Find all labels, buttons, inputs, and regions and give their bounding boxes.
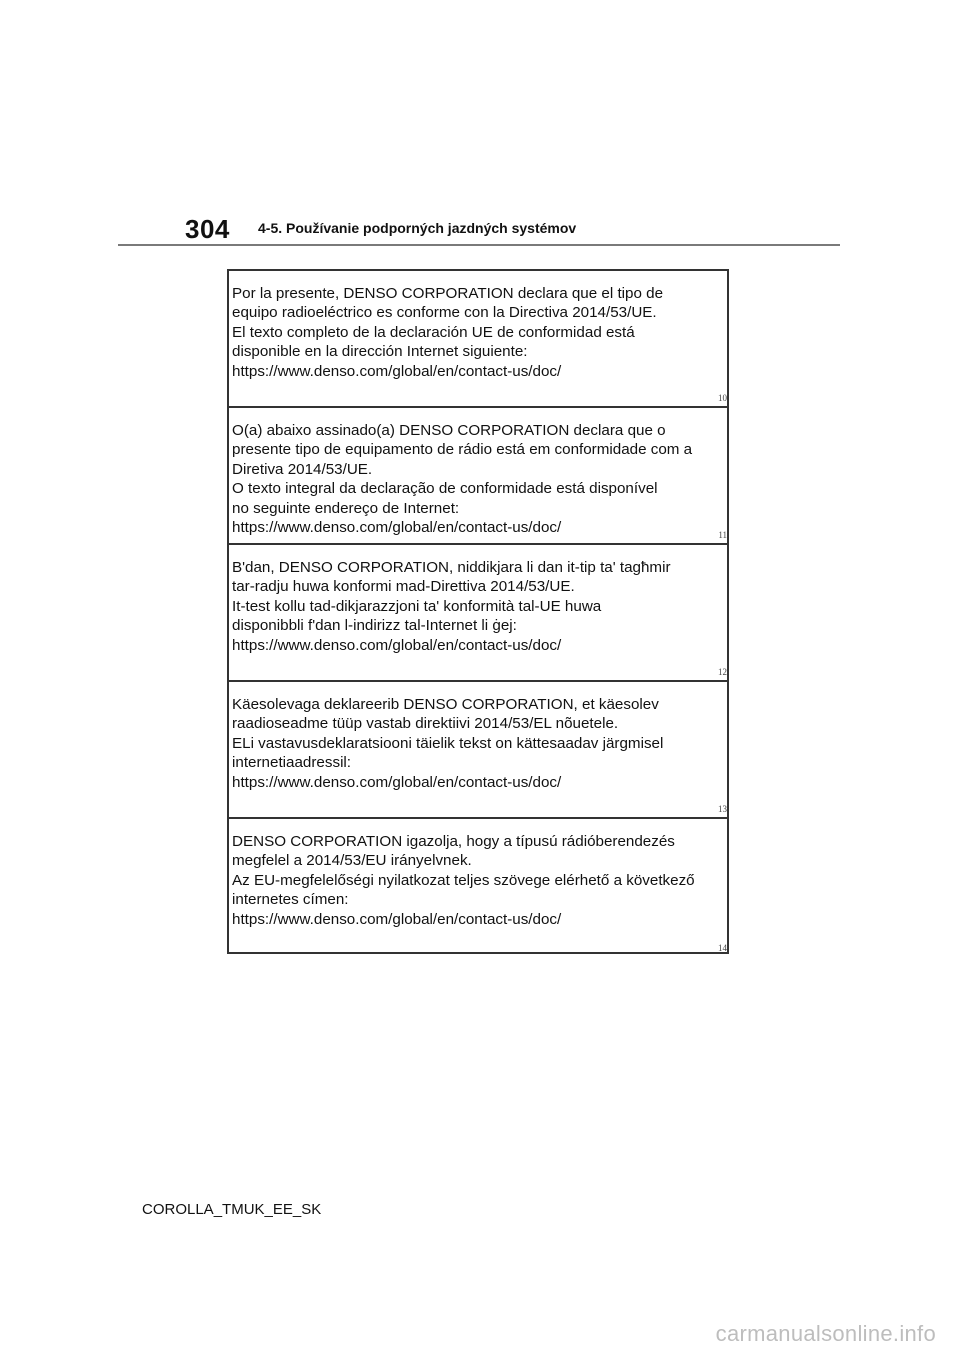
declaration-box-spanish — [229, 271, 727, 408]
declaration-line: disponible en la dirección Internet siguiente: — [232, 343, 528, 361]
declarations-frame — [227, 269, 729, 954]
declaration-line: no seguinte endereço de Internet: — [232, 499, 460, 517]
declaration-line: megfelel a 2014/53/EU irányelvnek. — [232, 852, 472, 870]
declaration-line: disponibbli f'dan l-indirizz tal-Internet li ġej: — [232, 617, 517, 635]
declaration-box-hungarian — [229, 819, 727, 956]
declaration-line: Käesolevaga deklareerib DENSO CORPORATION, et käesolev — [232, 696, 659, 713]
declaration-line: equipo radioeléctrico es conforme con la Directiva 2014/53/UE. — [232, 304, 657, 322]
declaration-line: It-test kollu tad-dikjarazzjoni ta' konformità tal-UE huwa — [232, 597, 602, 615]
declaration-line: raadioseadme tüüp vastab direktiivi 2014/53/EL nõuetele. — [232, 715, 619, 733]
declaration-url: https://www.denso.com/global/en/contact-us/doc/ — [232, 519, 562, 537]
declaration-line: Diretiva 2014/53/UE. — [232, 460, 373, 478]
declaration-url: https://www.denso.com/global/en/contact-us/doc/ — [232, 910, 562, 928]
declaration-number: 14 — [718, 943, 727, 953]
declaration-line: O(a) abaixo assinado(a) DENSO CORPORATION declara que o — [232, 422, 666, 439]
declaration-line: DENSO CORPORATION igazolja, hogy a típusú rádióberendezés — [232, 833, 675, 850]
declaration-url: https://www.denso.com/global/en/contact-us/doc/ — [232, 362, 562, 380]
declaration-number: 12 — [718, 667, 727, 677]
declaration-url: https://www.denso.com/global/en/contact-us/doc/ — [232, 773, 562, 791]
declaration-box-maltese — [229, 545, 727, 682]
declaration-line: El texto completo de la declaración UE de conformidad está — [232, 323, 635, 341]
declaration-line: internetiaadressil: — [232, 754, 352, 772]
watermark: carmanualsonline.info — [715, 1321, 936, 1346]
declaration-line: ELi vastavusdeklaratsiooni täielik tekst on kättesaadav järgmisel — [232, 734, 664, 752]
declaration-box-estonian — [229, 682, 727, 819]
declaration-line: O texto integral da declaração de conformidade está disponível — [232, 480, 658, 498]
declaration-number: 10 — [718, 393, 727, 403]
header-divider — [118, 244, 840, 246]
declaration-number: 11 — [718, 530, 727, 540]
section-title: 4-5. Používanie podporných jazdných systémov — [258, 220, 577, 236]
declaration-number: 13 — [718, 804, 727, 814]
declaration-url: https://www.denso.com/global/en/contact-us/doc/ — [232, 636, 562, 654]
declaration-line: internetes címen: — [232, 891, 349, 909]
document-code: COROLLA_TMUK_EE_SK — [142, 1201, 322, 1218]
declaration-line: tar-radju huwa konformi mad-Direttiva 2014/53/UE. — [232, 578, 575, 596]
declaration-box-portuguese — [229, 408, 727, 545]
declaration-line: Az EU-megfelelőségi nyilatkozat teljes szövege elérhető a következő — [232, 871, 695, 889]
page-number: 304 — [185, 214, 230, 244]
declaration-line: Por la presente, DENSO CORPORATION declara que el tipo de — [232, 285, 664, 302]
declaration-line: presente tipo de equipamento de rádio está em conformidade com a — [232, 441, 693, 459]
declaration-line: B'dan, DENSO CORPORATION, niddikjara li dan it-tip ta' tagħmir — [232, 559, 671, 576]
